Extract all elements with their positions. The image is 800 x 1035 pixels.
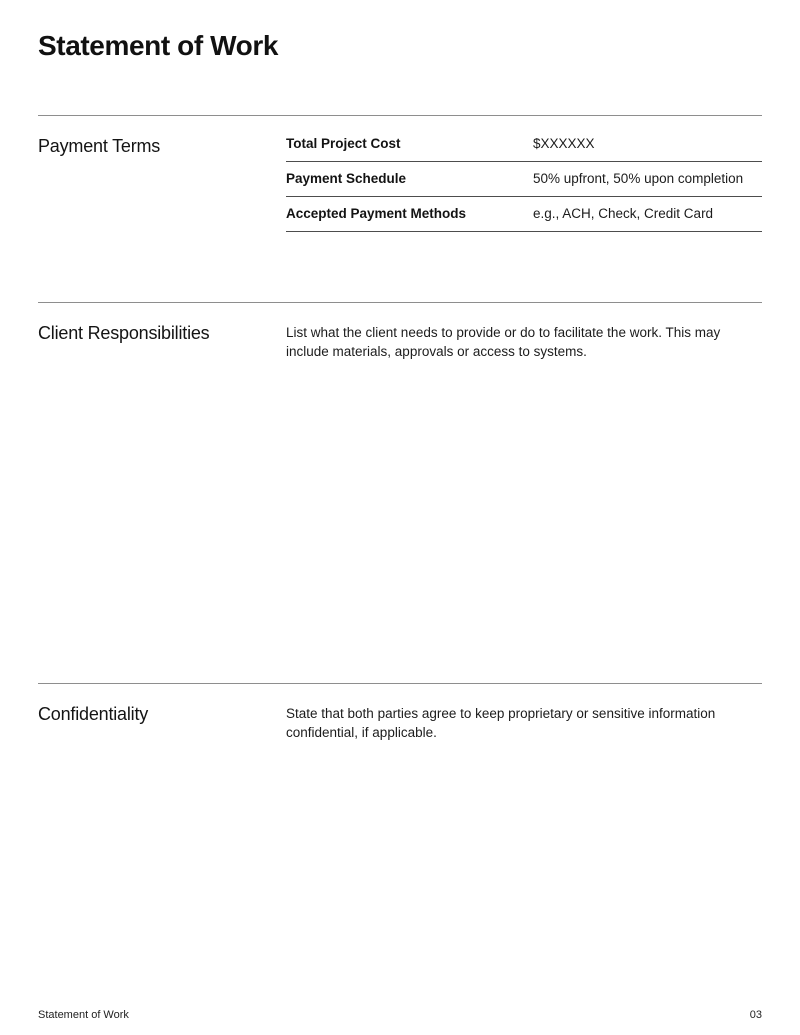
section-client-responsibilities [38, 302, 762, 361]
page-footer [38, 1009, 762, 1022]
table-row [286, 162, 762, 197]
table-row [286, 197, 762, 232]
payment-terms-heading: Payment Terms [38, 136, 161, 156]
row-value-payment-schedule: 50% upfront, 50% upon completion [533, 171, 744, 186]
row-value-accepted-payment-methods: e.g., ACH, Check, Credit Card [533, 206, 714, 221]
client-responsibilities-heading: Client Responsibilities [38, 323, 210, 343]
row-label-accepted-payment-methods: Accepted Payment Methods [286, 206, 467, 221]
row-value-total-project-cost: $XXXXXX [533, 136, 595, 151]
confidentiality-content [286, 684, 762, 742]
confidentiality-heading: Confidentiality [38, 704, 149, 724]
row-label-total-project-cost: Total Project Cost [286, 136, 401, 151]
row-label-payment-schedule: Payment Schedule [286, 171, 407, 186]
client-responsibilities-content [286, 303, 762, 361]
section-payment-terms [38, 115, 762, 232]
payment-terms-content [286, 116, 762, 232]
confidentiality-body: State that both parties agree to keep proprietary or sensitive information confidential, if applicable. [286, 706, 716, 740]
client-responsibilities-body: List what the client needs to provide or do to facilitate the work. This may include materials, approvals or access to systems. [286, 325, 721, 359]
table-row [286, 116, 762, 162]
section-confidentiality [38, 683, 762, 742]
footer-document-name: Statement of Work [38, 1009, 129, 1021]
document-title: Statement of Work [38, 30, 279, 61]
footer-page-number: 03 [749, 1009, 762, 1021]
payment-terms-table [286, 116, 762, 232]
